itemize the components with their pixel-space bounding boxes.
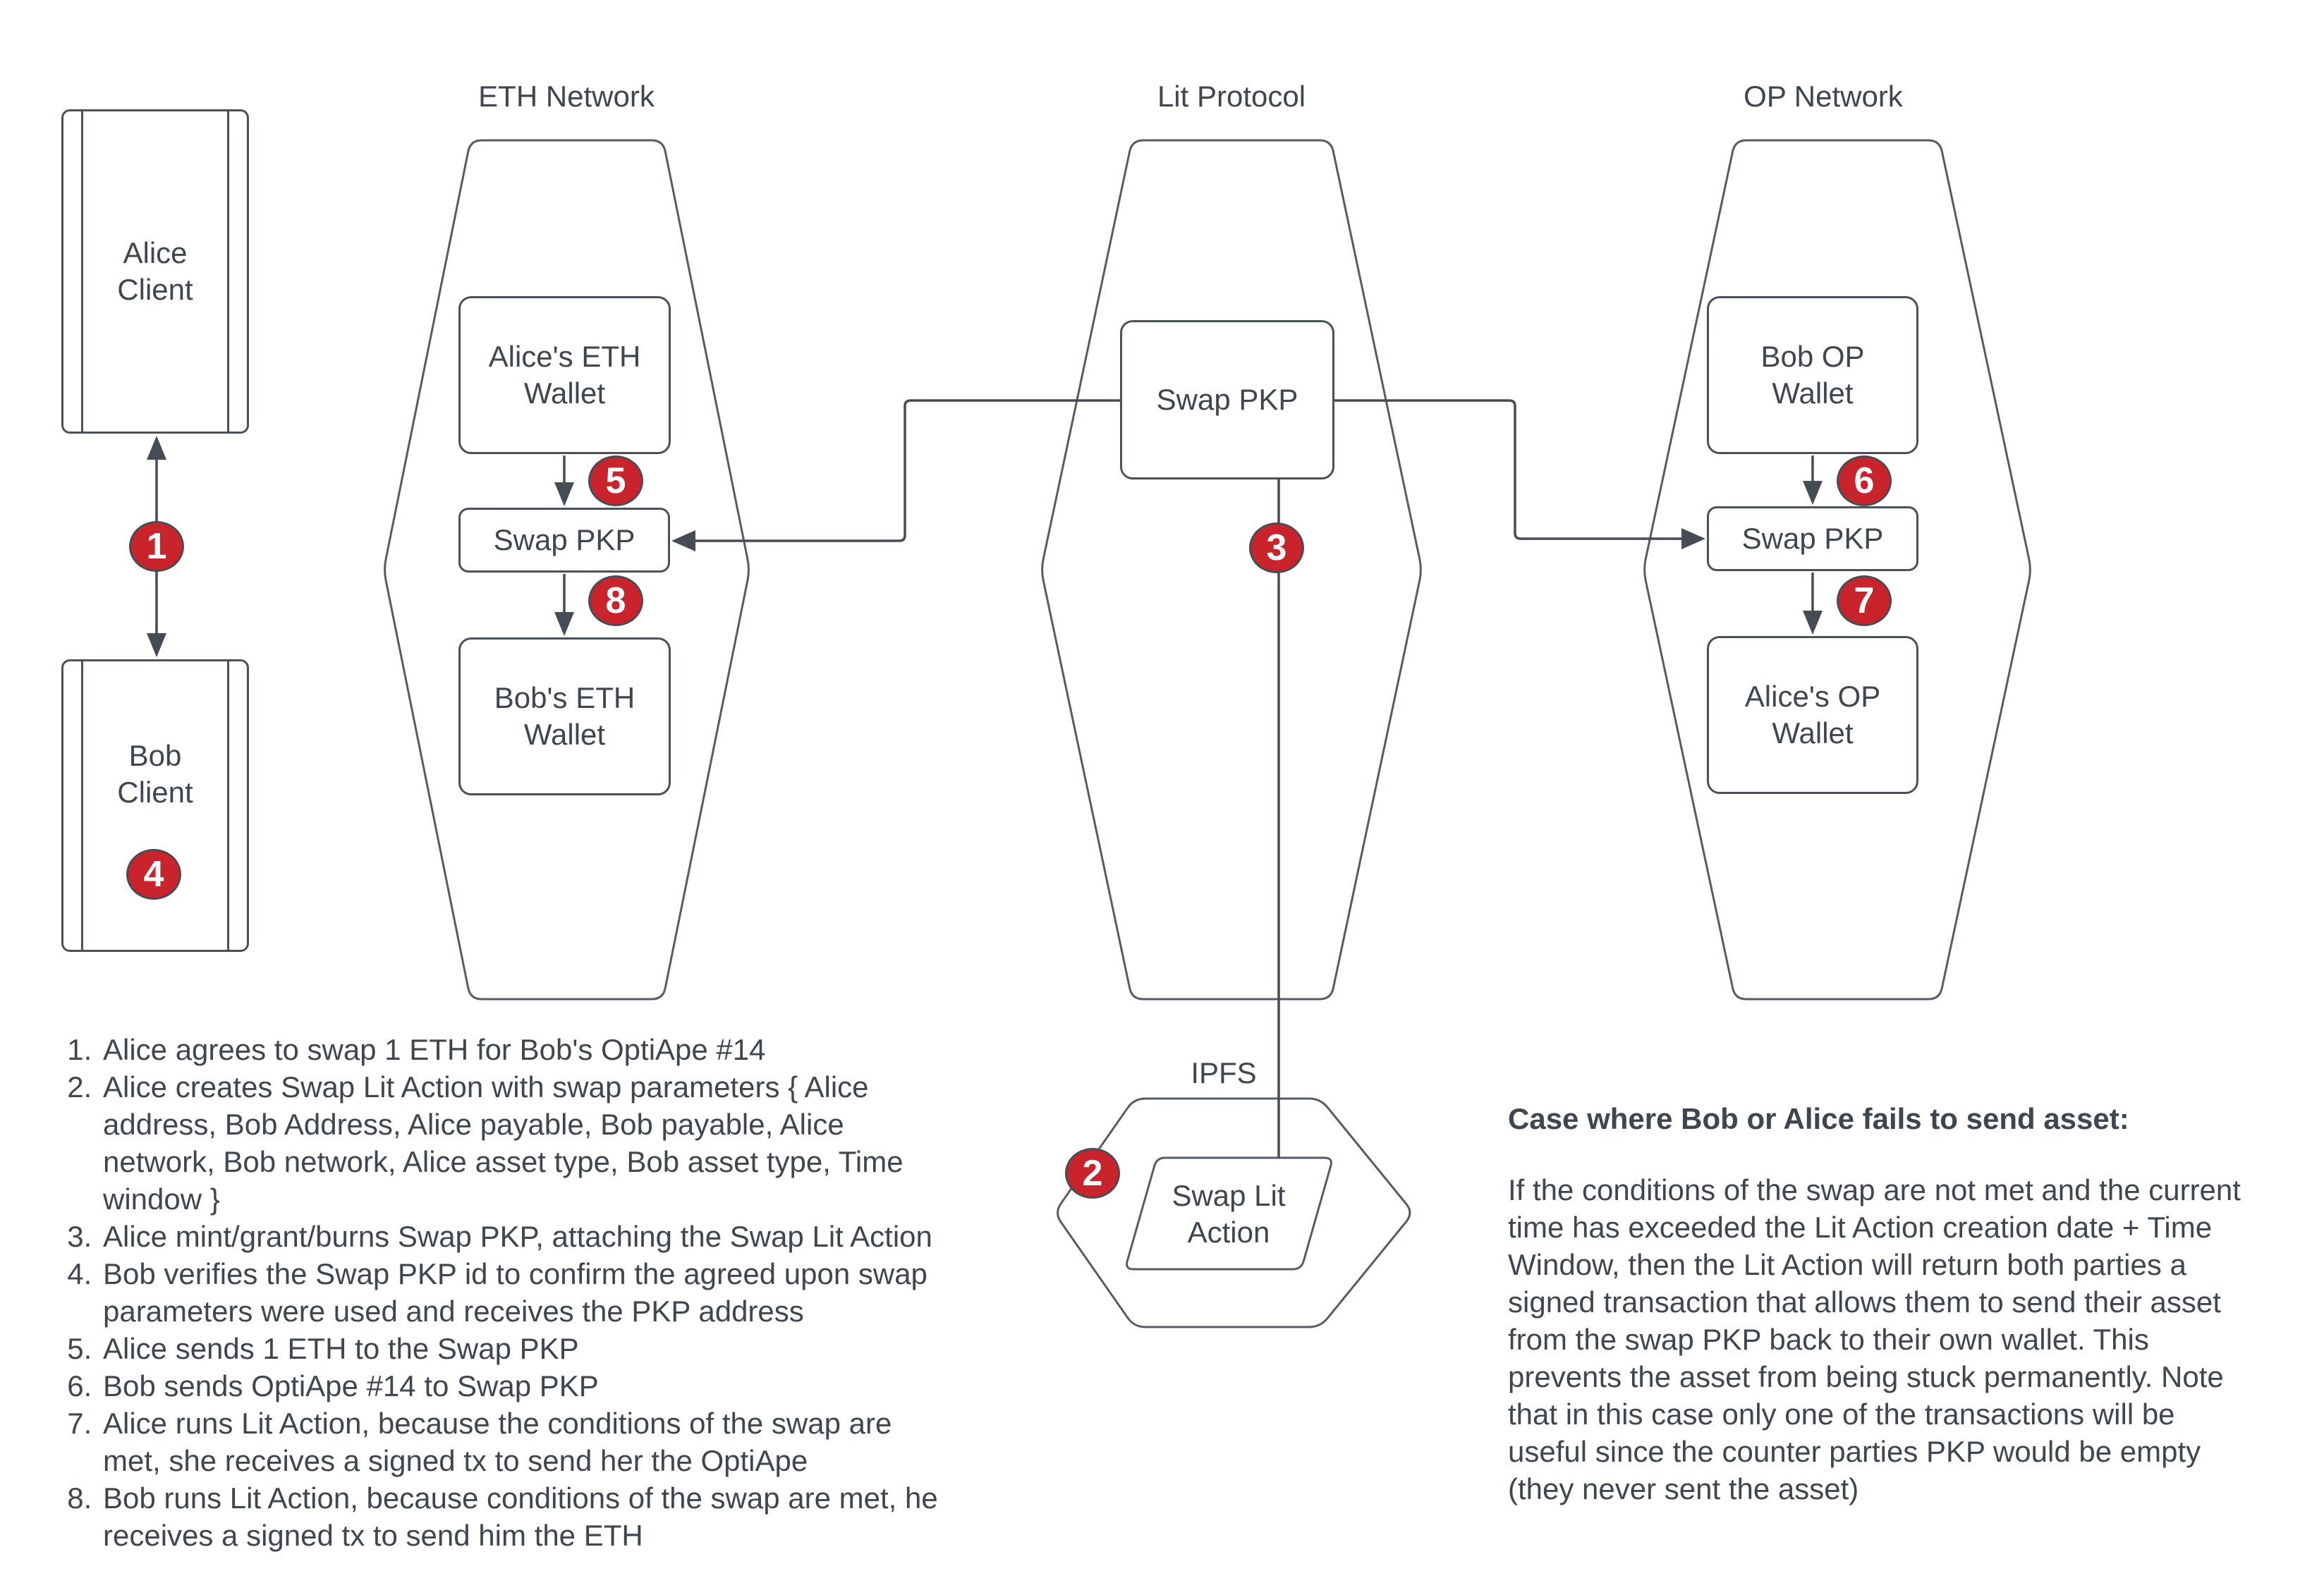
- bob-op-wallet-box: [1707, 296, 1918, 454]
- lit-to-op-arrowhead: [1681, 528, 1705, 549]
- lit-to-eth-connector: [695, 401, 1120, 541]
- step-item: 7. Alice runs Lit Action, because the conditions of the swap are met, she receives a signed tx to send her the OptiApe: [100, 1405, 954, 1479]
- step-badge-3: 3: [1249, 522, 1304, 573]
- bob-client-box: [61, 659, 249, 952]
- lit-swap-pkp-label: Swap PKP: [1156, 383, 1298, 416]
- step-item: 8. Bob runs Lit Action, because conditions of the swap are met, he receives a signed tx to send him the ETH: [100, 1479, 954, 1554]
- swap-steps-list: [63, 1031, 954, 1554]
- lit-protocol-title: Lit Protocol: [1157, 80, 1306, 113]
- lit-to-eth-arrowhead: [671, 530, 695, 551]
- lit-swap-pkp-box: [1120, 320, 1334, 479]
- op-swap-pkp-box: [1707, 506, 1918, 571]
- swap-lit-action-label: Swap Lit Action: [1172, 1179, 1286, 1249]
- failure-case-section: [1508, 1100, 2241, 1508]
- eth-network-title: ETH Network: [478, 80, 655, 113]
- bob-client-label: Bob Client: [117, 738, 193, 809]
- bob-op-wallet-label: Bob OP Wallet: [1760, 340, 1865, 410]
- alice-op-wallet-box: [1707, 636, 1918, 794]
- step-badge-1: 1: [129, 521, 184, 572]
- op-swap-pkp-label: Swap PKP: [1741, 522, 1884, 555]
- eth-swap-pkp-to-bob-arrowhead: [554, 612, 574, 636]
- alice-bob-arrowhead-up: [147, 436, 166, 460]
- alice-client-label: Alice Client: [117, 236, 193, 306]
- failure-case-body: If the conditions of the swap are not met and the current time has exceeded the Lit Action creation date + Time Window, then the Lit Action will return both parties a signed transaction that allows them to send their asset from the swap PKP back to their own wallet. This prevents the asset from being stuck permanently. Note that in this case only one of the transactions will be useful since the counter parties PKP would be empty (they never sent the asset): [1508, 1173, 2241, 1505]
- bob-op-to-swap-pkp-arrowhead: [1803, 481, 1823, 505]
- eth-swap-pkp-box: [458, 508, 670, 573]
- lit-to-op-connector: [1334, 401, 1681, 539]
- step-badge-5: 5: [588, 456, 643, 506]
- step-badge-2: 2: [1065, 1148, 1120, 1199]
- lit-protocol-hexagon: [1042, 140, 1421, 999]
- alice-bob-arrowhead-down: [147, 633, 166, 657]
- failure-case-heading: Case where Bob or Alice fails to send asset:: [1508, 1102, 2129, 1135]
- op-swap-pkp-to-alice-arrowhead: [1803, 611, 1823, 635]
- step-badge-8: 8: [588, 575, 643, 626]
- step-badge-4: 4: [126, 849, 181, 900]
- client-box-inner-line: [81, 661, 83, 950]
- alice-eth-wallet-box: [458, 296, 671, 454]
- step-item: 1. Alice agrees to swap 1 ETH for Bob's OptiApe #14: [100, 1031, 954, 1068]
- eth-swap-pkp-label: Swap PKP: [493, 523, 635, 556]
- client-box-inner-line: [227, 661, 229, 950]
- step-badge-7: 7: [1837, 575, 1892, 626]
- step-item: 4. Bob verifies the Swap PKP id to confirm the agreed upon swap parameters were used and receives the PKP address: [100, 1255, 954, 1330]
- step-item: 6. Bob sends OptiApe #14 to Swap PKP: [100, 1367, 954, 1405]
- step-item: 5. Alice sends 1 ETH to the Swap PKP: [100, 1330, 954, 1367]
- alice-eth-to-swap-pkp-arrowhead: [554, 482, 574, 506]
- alice-client-box: [61, 109, 249, 434]
- step-item: 3. Alice mint/grant/burns Swap PKP, attaching the Swap Lit Action: [100, 1218, 954, 1255]
- op-network-title: OP Network: [1744, 80, 1903, 113]
- bob-eth-wallet-label: Bob's ETH Wallet: [494, 681, 635, 751]
- alice-eth-wallet-label: Alice's ETH Wallet: [488, 340, 641, 410]
- ipfs-title: IPFS: [1191, 1056, 1257, 1089]
- step-badge-6: 6: [1837, 456, 1892, 506]
- client-box-inner-line: [227, 111, 229, 432]
- step-item: 2. Alice creates Swap Lit Action with swap parameters { Alice address, Bob Address, Alice payable, Bob payable, Alice network, Bob network, Alice asset type, Bob asset type, Time window }: [100, 1068, 954, 1218]
- alice-op-wallet-label: Alice's OP Wallet: [1744, 680, 1881, 750]
- bob-eth-wallet-box: [458, 637, 671, 795]
- client-box-inner-line: [81, 111, 83, 432]
